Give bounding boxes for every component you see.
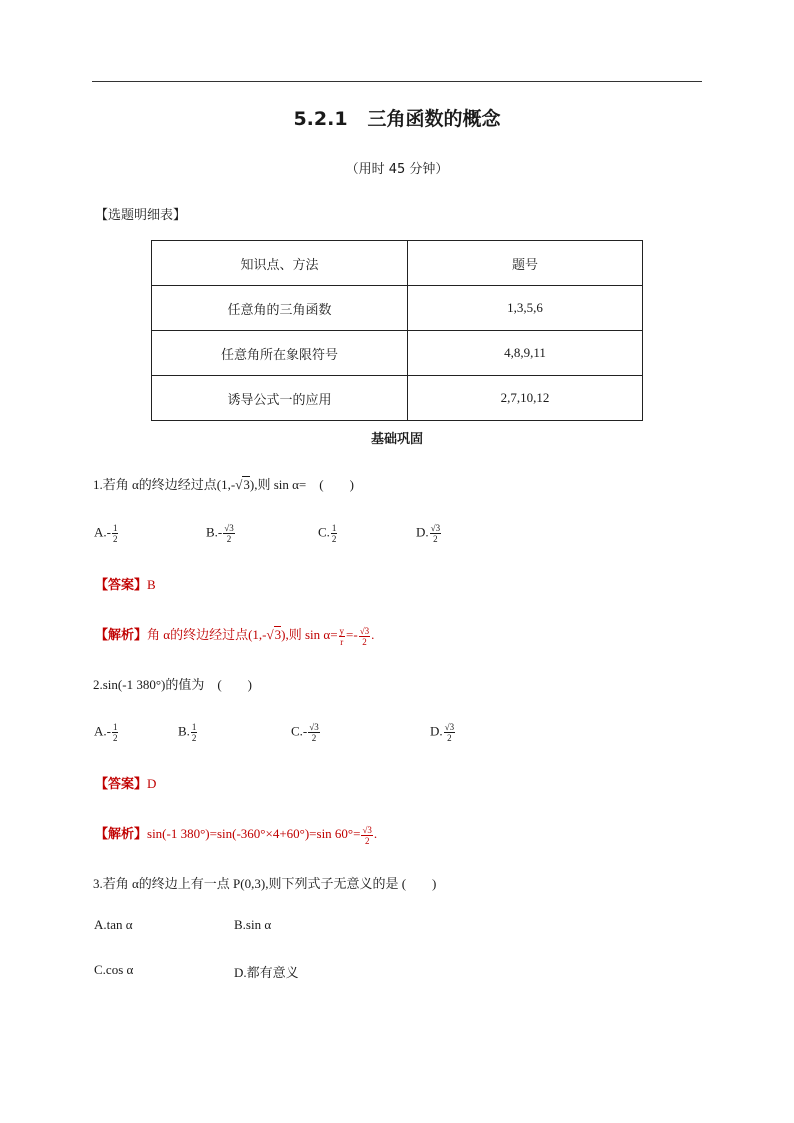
q2-option-c (291, 722, 321, 743)
q2-option-d (430, 722, 456, 743)
q1-option-d (416, 523, 442, 544)
frac-num: √3 (309, 722, 319, 732)
fraction (444, 722, 455, 743)
q2-option-b (178, 722, 198, 743)
sqrt-sign: √ (235, 477, 243, 492)
q1-option-a (94, 523, 119, 544)
option-label: D. (430, 723, 443, 739)
fraction (359, 626, 370, 647)
fraction (223, 523, 234, 544)
fraction (361, 825, 372, 846)
sqrt-sign: √ (266, 627, 274, 642)
sqrt-3 (235, 477, 250, 493)
q1-option-c (318, 523, 338, 544)
table-cell-topic: 任意角所在象限符号 (152, 331, 408, 376)
page-title (0, 104, 794, 131)
fraction (112, 523, 119, 544)
frac-num: 1 (112, 523, 118, 533)
frac-den: 2 (311, 733, 317, 743)
q2-answer (95, 773, 156, 792)
fraction (331, 523, 338, 544)
frac-den: 2 (362, 636, 367, 647)
frac-den: 2 (226, 534, 232, 544)
title-number: 5.2.1 (293, 108, 348, 130)
frac-num: √3 (362, 824, 372, 835)
q1-stem-part: ),则 sin α= ( ) (249, 477, 354, 492)
option-label: C.- (291, 723, 308, 739)
option-label: D. (416, 524, 429, 540)
analysis-tag: 【解析】 (95, 628, 148, 643)
time-note: （用时 45 分钟） (345, 162, 449, 177)
fraction (191, 722, 198, 743)
table-row (152, 376, 643, 421)
q1-analysis (95, 624, 374, 647)
frac-num: 1 (112, 722, 118, 732)
frac-den: r (340, 636, 344, 647)
analysis-text: =- (346, 627, 358, 642)
answer-tag: 【答案】 (95, 578, 148, 593)
sqrt-radicand: 3 (274, 627, 282, 642)
table-cell-numbers: 4,8,9,11 (408, 331, 643, 376)
question-1-stem (93, 474, 354, 493)
frac-den: 2 (112, 733, 118, 743)
frac-num: √3 (224, 523, 234, 533)
section-heading: 【选题明细表】 (95, 208, 187, 223)
option-label: B.- (206, 524, 223, 540)
q2-analysis (95, 823, 377, 846)
q3-option-c: C.cos α (94, 962, 134, 977)
q1-option-b (206, 523, 236, 544)
table-cell-numbers: 1,3,5,6 (408, 286, 643, 331)
table-cell-numbers: 2,7,10,12 (408, 376, 643, 421)
analysis-text: ),则 sin α= (281, 627, 338, 642)
frac-num: 1 (191, 722, 197, 732)
answer-tag: 【答案】 (95, 777, 148, 792)
answer-value: B (147, 577, 156, 592)
frac-den: 2 (364, 835, 370, 846)
topic-table (151, 240, 643, 421)
answer-value: D (147, 776, 157, 791)
option-label: A.- (94, 723, 111, 739)
q3-option-d: D.都有意义 (234, 965, 299, 980)
table-header-row (152, 241, 643, 286)
sqrt-3 (267, 627, 282, 643)
frac-num: 1 (331, 523, 337, 533)
q3-option-a: A.tan α (94, 917, 133, 932)
q1-stem-part: 1.若角 α的终边经过点(1,- (93, 477, 236, 492)
frac-den: 2 (191, 733, 197, 743)
question-3-stem: 3.若角 α的终边上有一点 P(0,3),则下列式子无意义的是 ( ) (93, 876, 437, 891)
frac-den: 2 (112, 534, 118, 544)
q3-option-b: B.sin α (234, 917, 272, 932)
frac-num: y (339, 625, 345, 636)
analysis-text: . (373, 826, 378, 841)
fraction (339, 626, 346, 647)
frac-num: √3 (430, 523, 441, 533)
table-row (152, 286, 643, 331)
frac-num: √3 (359, 625, 370, 636)
q1-answer (95, 574, 156, 593)
title-text: 三角函数的概念 (367, 108, 501, 130)
analysis-tag: 【解析】 (95, 827, 148, 842)
frac-den: 2 (331, 534, 337, 544)
option-label: C. (318, 524, 330, 540)
table-header-cell: 知识点、方法 (152, 241, 408, 286)
q2-option-a (94, 722, 119, 743)
subsection-heading: 基础巩固 (370, 432, 423, 447)
fraction (430, 523, 441, 544)
frac-den: 2 (447, 733, 452, 743)
analysis-text: sin(-1 380°)=sin(-360°×4+60°)=sin 60°= (147, 826, 361, 841)
frac-den: 2 (433, 534, 438, 544)
table-header-cell: 题号 (408, 241, 643, 286)
option-label: A.- (94, 524, 111, 540)
option-label: B. (178, 723, 190, 739)
sqrt-radicand: 3 (243, 477, 250, 492)
header-rule (92, 81, 702, 82)
table-cell-topic: 任意角的三角函数 (152, 286, 408, 331)
fraction (308, 722, 319, 743)
analysis-text: 角 α的终边经过点(1,- (147, 627, 267, 642)
table-cell-topic: 诱导公式一的应用 (152, 376, 408, 421)
frac-num: √3 (444, 722, 455, 732)
analysis-text: . (371, 627, 375, 642)
table-row (152, 331, 643, 376)
fraction (112, 722, 119, 743)
question-2-stem: 2.sin(-1 380°)的值为 ( ) (93, 677, 253, 692)
